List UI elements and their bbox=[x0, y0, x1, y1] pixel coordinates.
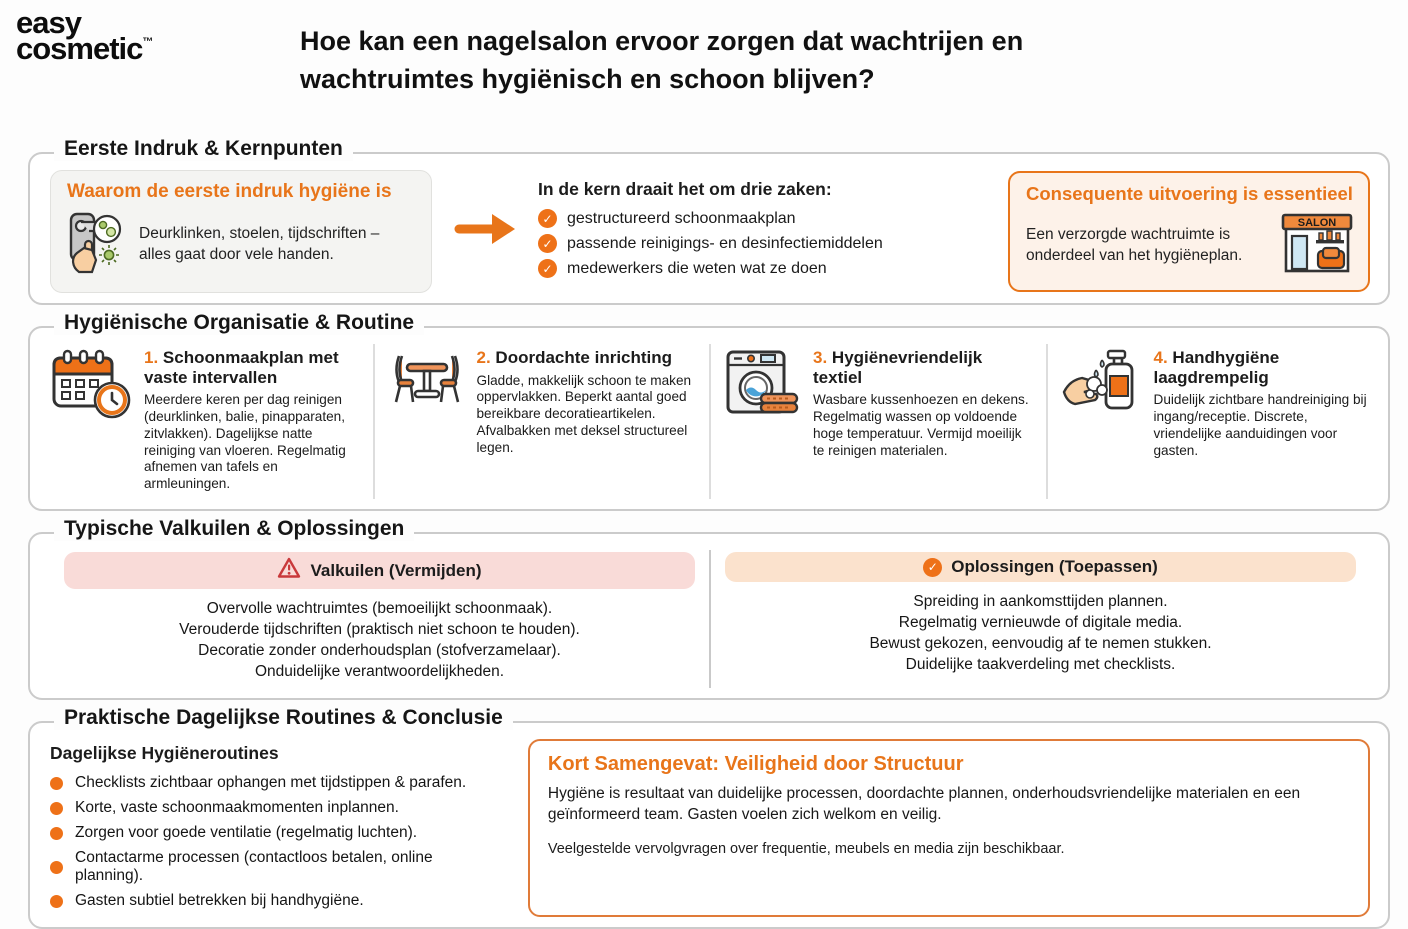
core-points-block bbox=[538, 179, 958, 284]
routine-column-hand-hygiene bbox=[1048, 344, 1371, 499]
core-point-item: ✓ medewerkers die weten wat ze doen bbox=[538, 259, 958, 278]
core-point-item: ✓ gestructureerd schoonmaakplan bbox=[538, 209, 958, 228]
routine-column-text: Wasbare kussenhoezen en dekens. Regelmatig wassen op voldoende hoge temperatuur. Vermijd moeilijk te reinigen materialen. bbox=[813, 392, 1029, 458]
pitfalls-header: Valkuilen (Vermijden) bbox=[64, 552, 695, 589]
pitfall-item: Verouderde tijdschriften (praktisch niet schoon te houden). bbox=[179, 621, 580, 639]
solution-item: Duidelijke taakverdeling met checklists. bbox=[905, 656, 1176, 674]
pitfalls-list bbox=[64, 598, 695, 682]
routine-column-cleaning-plan bbox=[50, 344, 375, 499]
routine-column-title: 2. Doordachte inrichting bbox=[476, 348, 673, 367]
routine-column-textile bbox=[711, 344, 1048, 499]
solution-item: Bewust gekozen, eenvoudig af te nemen stukken. bbox=[869, 635, 1212, 653]
solutions-list bbox=[725, 591, 1356, 675]
pitfall-item: Decoratie zonder onderhoudsplan (stofverzamelaar). bbox=[198, 642, 561, 660]
calendar-clock-icon bbox=[50, 348, 134, 493]
salon-storefront-icon bbox=[1280, 211, 1354, 280]
bullet-dot-icon bbox=[50, 802, 63, 815]
section-title: Praktische Dagelijkse Routines & Conclusie bbox=[54, 706, 513, 730]
routine-item: Contactarme processen (contactloos betalen, online planning). bbox=[50, 849, 502, 885]
page-header bbox=[0, 0, 1408, 152]
daily-routines-block bbox=[50, 739, 502, 917]
bullet-dot-icon bbox=[50, 895, 63, 908]
summary-card bbox=[528, 739, 1370, 917]
routine-column-text: Meerdere keren per dag reinigen (deurklinken, balie, pinapparaten, zitvlakken). Dagelijkse natte reiniging van vloeren. Regelmatig afnemen van tafels en armleuningen. bbox=[144, 392, 346, 492]
consistent-card-text: Een verzorgde wachtruimte is onderdeel van het hygiëneplan. bbox=[1026, 226, 1243, 264]
routine-column-furnishing bbox=[375, 344, 712, 499]
arrow-right-icon bbox=[456, 209, 518, 254]
summary-card-title: Kort Samengevat: Veiligheid door Structuur bbox=[547, 753, 964, 776]
routine-column-title: 3. Hygiënevriendelijk textiel bbox=[813, 348, 983, 387]
section-title: Eerste Indruk & Kernpunten bbox=[54, 137, 353, 161]
trademark-symbol: ™ bbox=[142, 36, 154, 49]
salon-sign-label: SALON bbox=[1297, 217, 1337, 229]
routine-item: Zorgen voor goede ventilatie (regelmatig luchten). bbox=[50, 824, 502, 842]
daily-routines-heading: Dagelijkse Hygiëneroutines bbox=[50, 743, 279, 764]
check-icon: ✓ bbox=[923, 558, 942, 577]
why-card-text: Deurklinken, stoelen, tijdschriften – alles gaat door vele handen. bbox=[139, 225, 380, 263]
routine-column-text: Duidelijk zichtbare handreiniging bij ingang/receptie. Discrete, vriendelijke aanduidingen voor gasten. bbox=[1153, 392, 1367, 458]
solutions-header: ✓ Oplossingen (Toepassen) bbox=[725, 552, 1356, 582]
consistent-execution-card bbox=[1008, 171, 1370, 292]
hand-soap-icon bbox=[1060, 348, 1144, 493]
summary-card-text: Hygiëne is resultaat van duidelijke processen, doordachte plannen, onderhoudsvriendelijke materialen en een geïnformeerd team. Gasten voelen zich welkom en veilig. bbox=[547, 785, 1301, 823]
consistent-card-title: Consequente uitvoering is essentieel bbox=[1026, 183, 1353, 204]
brand-logo-line1: easy bbox=[16, 5, 81, 40]
section-pitfalls-solutions bbox=[28, 517, 1390, 700]
solution-item: Regelmatig vernieuwde of digitale media. bbox=[898, 614, 1183, 632]
brand-logo bbox=[16, 5, 154, 67]
section-first-impression bbox=[28, 137, 1390, 305]
routine-column-text: Gladde, makkelijk schoon te maken oppervlakken. Beperkt aantal goed bereikbare decoratieartikelen. Afvalbakken met deksel structureel legen. bbox=[476, 372, 692, 455]
core-points-heading: In de kern draait het om drie zaken: bbox=[538, 179, 832, 199]
routine-column-title: 1. Schoonmaakplan met vaste intervallen bbox=[144, 348, 339, 387]
routine-item: Korte, vaste schoonmaakmomenten inplannen. bbox=[50, 799, 502, 817]
section-title: Hygiënische Organisatie & Routine bbox=[54, 311, 424, 335]
summary-card-footnote: Veelgestelde vervolgvragen over frequentie, meubels en media zijn beschikbaar. bbox=[547, 841, 1065, 858]
section-title: Typische Valkuilen & Oplossingen bbox=[54, 517, 414, 541]
routine-column-title: 4. Handhygiëne laagdrempelig bbox=[1153, 348, 1280, 387]
bullet-dot-icon bbox=[50, 827, 63, 840]
brand-logo-line2: cosmetic™ bbox=[16, 31, 154, 67]
routine-item: Gasten subtiel betrekken bij handhygiëne. bbox=[50, 892, 502, 910]
bullet-dot-icon bbox=[50, 777, 63, 790]
door-handle-germs-icon bbox=[67, 209, 131, 280]
page-title: Hoe kan een nagelsalon ervoor zorgen dat wachtrijen en wachtruimtes hygiënisch en schoon blijven? bbox=[300, 26, 1024, 95]
section-organisation-routine bbox=[28, 311, 1390, 511]
pitfall-item: Onduidelijke verantwoordelijkheden. bbox=[254, 663, 504, 681]
pitfall-item: Overvolle wachtruimtes (bemoeilijkt schoonmaak). bbox=[206, 600, 553, 618]
routine-item: Checklists zichtbaar ophangen met tijdstippen & parafen. bbox=[50, 774, 502, 792]
why-first-impression-card bbox=[50, 170, 432, 293]
check-icon: ✓ bbox=[538, 234, 557, 253]
table-chairs-icon bbox=[387, 348, 467, 493]
warning-triangle-icon bbox=[277, 557, 301, 584]
solution-item: Spreiding in aankomsttijden plannen. bbox=[913, 593, 1168, 611]
bullet-dot-icon bbox=[50, 861, 63, 874]
solutions-panel bbox=[711, 550, 1370, 688]
check-icon: ✓ bbox=[538, 259, 557, 278]
pitfalls-panel bbox=[50, 550, 711, 688]
washing-machine-icon bbox=[723, 348, 803, 493]
section-daily-routines-conclusion bbox=[28, 706, 1390, 929]
why-card-title: Waarom de eerste indruk hygiëne is bbox=[67, 181, 392, 202]
core-point-item: ✓ passende reinigings- en desinfectiemiddelen bbox=[538, 234, 958, 253]
check-icon: ✓ bbox=[538, 209, 557, 228]
